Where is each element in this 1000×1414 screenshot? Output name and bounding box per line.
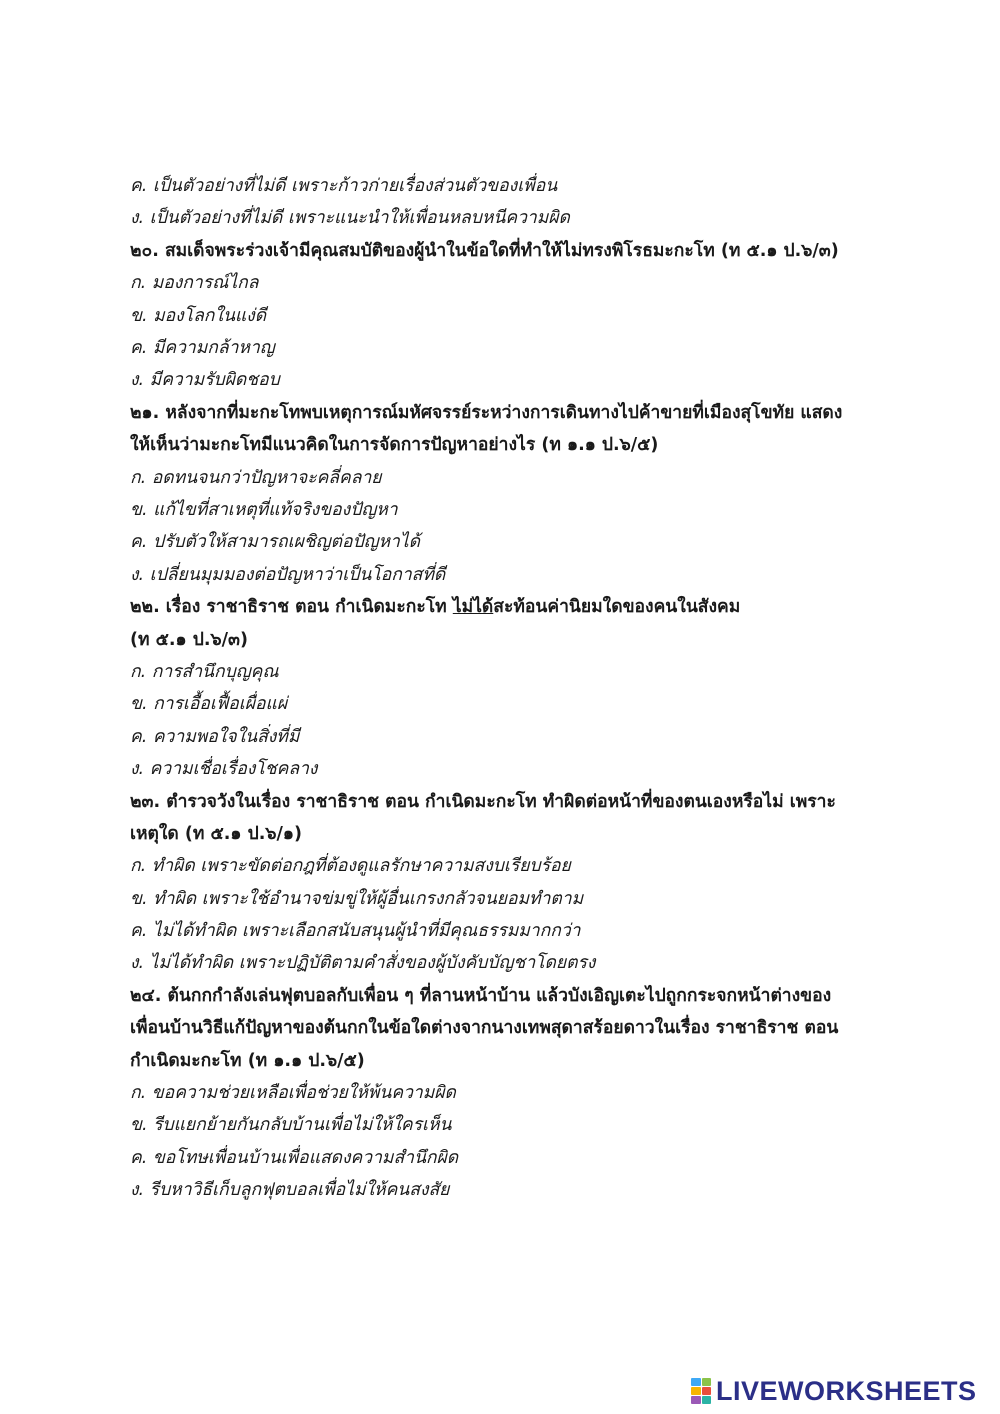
answer-option: ค. มีความกล้าหาญ xyxy=(130,337,275,358)
answer-option: ง. ความเชื่อเรื่องโชคลาง xyxy=(130,759,318,780)
answer-option: ข. มองโลกในแง่ดี xyxy=(130,305,267,326)
logo-icon-block xyxy=(702,1378,712,1386)
question-24-continued: เพื่อนบ้านวิธีแก้ปัญหาของต้นกกในข้อใดต่างจากนางเทพสุดาสร้อยดาวในเรื่อง ราชาธิราช ตอน xyxy=(130,1018,839,1039)
question-22-text: ๒๒. เรื่อง ราชาธิราช ตอน กำเนิดมะกะโท xyxy=(130,597,453,618)
question-21-continued: ให้เห็นว่ามะกะโทมีแนวคิดในการจัดการปัญหาอย่างไร (ท ๑.๑ ป.๖/๕) xyxy=(130,435,659,456)
answer-option: ข. รีบแยกย้ายกันกลับบ้านเพื่อไม่ให้ใครเห็น xyxy=(130,1115,452,1136)
logo-icon-block xyxy=(702,1396,712,1404)
answer-option: ง. เปลี่ยนมุมมองต่อปัญหาว่าเป็นโอกาสที่ดี xyxy=(130,564,446,585)
answer-option: ก. การสำนึกบุญคุณ xyxy=(130,661,279,682)
answer-option: ค. ปรับตัวให้สามารถเผชิญต่อปัญหาได้ xyxy=(130,532,421,553)
logo-icon-block xyxy=(702,1387,712,1395)
answer-option: ก. มองการณ์ไกล xyxy=(130,273,259,294)
logo-icon-block xyxy=(691,1378,701,1386)
answer-option: ค. ไม่ได้ทำผิด เพราะเลือกสนับสนุนผู้นำที่มีคุณธรรมมากกว่า xyxy=(130,921,581,942)
answer-option: ง. ไม่ได้ทำผิด เพราะปฏิบัติตามคำสั่งของผู้บังคับบัญชาโดยตรง xyxy=(130,953,596,974)
answer-option: ค. ขอโทษเพื่อนบ้านเพื่อแสดงความสำนึกผิด xyxy=(130,1147,459,1168)
question-22-emphasis: ไม่ได้ xyxy=(452,597,494,618)
answer-option: ก. ขอความช่วยเหลือเพื่อช่วยให้พ้นความผิด xyxy=(130,1083,456,1104)
answer-option: ก. ทำผิด เพราะขัดต่อกฎที่ต้องดูแลรักษาความสงบเรียบร้อย xyxy=(130,856,571,877)
answer-option: ข. การเอื้อเฟื้อเผื่อแผ่ xyxy=(130,694,288,715)
answer-option: ง. เป็นตัวอย่างที่ไม่ดี เพราะแนะนำให้เพื่อนหลบหนีความผิด xyxy=(130,208,570,229)
logo-icon-block xyxy=(691,1387,701,1395)
question-24: ๒๔. ต้นกกกำลังเล่นฟุตบอลกับเพื่อน ๆ ที่ลานหน้าบ้าน แล้วบังเอิญเตะไปถูกกระจกหน้าต่างของ xyxy=(130,985,832,1006)
answer-option: ก. อดทนจนกว่าปัญหาจะคลี่คลาย xyxy=(130,467,382,488)
question-22 xyxy=(130,591,875,623)
answer-option: ค. ความพอใจในสิ่งที่มี xyxy=(130,726,300,747)
logo-wordmark: LIVEWORKSHEETS xyxy=(716,1375,977,1406)
answer-option: ค. เป็นตัวอย่างที่ไม่ดี เพราะก้าวก่ายเรื่องส่วนตัวของเพื่อน xyxy=(130,176,558,196)
answer-option: ง. มีความรับผิดชอบ xyxy=(130,370,280,391)
question-23-continued: เหตุใด (ท ๕.๑ ป.๖/๑) xyxy=(130,823,302,844)
answer-option: ข. แก้ไขที่สาเหตุที่แท้จริงของปัญหา xyxy=(130,499,398,520)
question-22-continued: (ท ๕.๑ ป.๖/๓) xyxy=(130,629,248,650)
liveworksheets-logo[interactable] xyxy=(691,1374,977,1408)
worksheet-content xyxy=(130,170,875,1207)
answer-option: ข. ทำผิด เพราะใช้อำนาจข่มขู่ให้ผู้อื่นเกรงกลัวจนยอมทำตาม xyxy=(130,888,584,909)
question-23: ๒๓. ตำรวจวังในเรื่อง ราชาธิราช ตอน กำเนิดมะกะโท ทำผิดต่อหน้าที่ของตนเองหรือไม่ เพราะ xyxy=(130,791,836,812)
logo-icon-block xyxy=(691,1396,701,1404)
answer-option: ง. รีบหาวิธีเก็บลูกฟุตบอลเพื่อไม่ให้คนสงสัย xyxy=(130,1180,450,1201)
question-22-text-end: สะท้อนค่านิยมใดของคนในสังคม xyxy=(493,597,741,618)
question-24-continued: กำเนิดมะกะโท (ท ๑.๑ ป.๖/๕) xyxy=(130,1050,365,1071)
liveworksheets-logo-icon xyxy=(691,1378,711,1404)
question-21: ๒๑. หลังจากที่มะกะโทพบเหตุการณ์มหัศจรรย์ระหว่างการเดินทางไปค้าขายที่เมืองสุโขทัย แสดง xyxy=(130,402,843,423)
question-20: ๒๐. สมเด็จพระร่วงเจ้ามีคุณสมบัติของผู้นำในข้อใดที่ทำให้ไม่ทรงพิโรธมะกะโท (ท ๕.๑ ป.๖/๓) xyxy=(130,240,839,261)
